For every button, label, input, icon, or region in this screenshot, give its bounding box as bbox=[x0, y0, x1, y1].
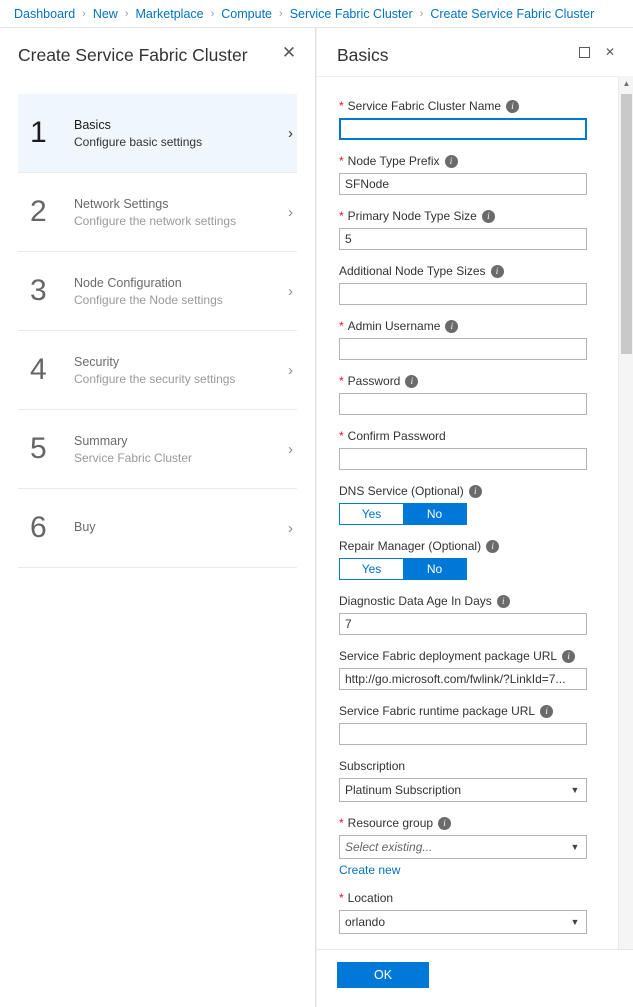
label-repair-manager bbox=[339, 539, 591, 553]
breadcrumb-separator-icon: › bbox=[82, 7, 86, 20]
scroll-up-icon[interactable]: ▲ bbox=[622, 79, 631, 88]
cluster-name-input[interactable] bbox=[339, 118, 587, 140]
sidebar-item-security[interactable] bbox=[18, 331, 297, 410]
subscription-select[interactable]: Platinum Subscription bbox=[339, 778, 587, 802]
label-resource-group bbox=[339, 816, 591, 830]
password-input[interactable] bbox=[339, 393, 587, 415]
breadcrumb-separator-icon: › bbox=[279, 7, 283, 20]
step-title: Buy bbox=[74, 519, 96, 534]
step-number: 3 bbox=[30, 274, 47, 307]
breadcrumb bbox=[0, 0, 633, 28]
step-title: Summary bbox=[74, 433, 128, 448]
basics-title: Basics bbox=[337, 44, 389, 65]
label-text: Primary Node Type Size bbox=[347, 209, 477, 223]
label-text: DNS Service (Optional) bbox=[339, 484, 464, 498]
label-text: Resource group bbox=[347, 816, 434, 830]
field-deployment-package-url bbox=[339, 649, 591, 690]
label-confirm-password bbox=[339, 429, 591, 443]
required-asterisk: * bbox=[339, 374, 344, 388]
required-asterisk: * bbox=[339, 209, 344, 223]
field-confirm-password bbox=[339, 429, 591, 470]
label-text: Additional Node Type Sizes bbox=[339, 264, 486, 278]
deployment-package-url-input[interactable] bbox=[339, 668, 587, 690]
field-repair-manager bbox=[339, 539, 591, 580]
label-text: Confirm Password bbox=[347, 429, 446, 443]
field-additional-node-type-sizes bbox=[339, 264, 591, 305]
info-icon[interactable]: i bbox=[506, 100, 519, 113]
basics-form bbox=[317, 76, 633, 976]
step-title: Security bbox=[74, 354, 120, 369]
repair-manager-toggle[interactable] bbox=[339, 558, 467, 580]
close-icon[interactable]: ✕ bbox=[604, 45, 616, 59]
required-asterisk: * bbox=[339, 154, 344, 168]
subscription-select-wrap bbox=[339, 778, 587, 802]
create-new-resource-group-link[interactable]: Create new bbox=[339, 863, 401, 877]
field-password bbox=[339, 374, 591, 415]
chevron-down-icon: ▼ bbox=[570, 842, 580, 852]
step-text bbox=[68, 276, 275, 307]
step-subtitle: Configure the Node settings bbox=[74, 292, 223, 307]
breadcrumb-separator-icon: › bbox=[210, 7, 215, 20]
node-type-prefix-input[interactable] bbox=[339, 173, 587, 195]
chevron-right-icon: › bbox=[288, 124, 293, 142]
step-title: Network Settings bbox=[74, 196, 169, 211]
step-number: 1 bbox=[30, 116, 47, 149]
label-text: Service Fabric Cluster Name bbox=[347, 99, 502, 113]
step-text bbox=[68, 434, 275, 465]
breadcrumb-item-service-fabric-cluster[interactable]: Service Fabric Cluster bbox=[289, 6, 413, 21]
field-cluster-name bbox=[339, 99, 591, 140]
required-asterisk: * bbox=[339, 99, 344, 113]
info-icon[interactable]: i bbox=[540, 705, 553, 718]
label-node-type-prefix bbox=[339, 154, 591, 168]
field-subscription bbox=[339, 759, 591, 802]
info-icon[interactable]: i bbox=[438, 817, 451, 830]
basics-footer bbox=[317, 949, 633, 1007]
sidebar-item-node-configuration[interactable] bbox=[18, 252, 297, 331]
label-cluster-name bbox=[339, 99, 591, 113]
required-asterisk: * bbox=[339, 429, 344, 443]
label-primary-node-type-size bbox=[339, 209, 591, 223]
primary-node-type-size-input[interactable] bbox=[339, 228, 587, 250]
confirm-password-input[interactable] bbox=[339, 448, 587, 470]
step-text bbox=[68, 197, 275, 228]
breadcrumb-separator-icon: › bbox=[419, 7, 424, 20]
step-subtitle: Service Fabric Cluster bbox=[74, 450, 193, 465]
step-subtitle: Configure basic settings bbox=[74, 134, 203, 149]
chevron-down-icon: ▼ bbox=[570, 917, 580, 927]
label-text: Subscription bbox=[339, 759, 406, 773]
field-primary-node-type-size bbox=[339, 209, 591, 250]
ok-button[interactable]: OK bbox=[337, 962, 429, 988]
label-admin-username bbox=[339, 319, 591, 333]
label-dns-service bbox=[339, 484, 591, 498]
additional-node-type-sizes-input[interactable] bbox=[339, 283, 587, 305]
create-cluster-blade bbox=[0, 28, 316, 1007]
dns-service-toggle[interactable] bbox=[339, 503, 467, 525]
breadcrumb-item-compute[interactable]: Compute bbox=[221, 6, 273, 21]
step-number: 4 bbox=[30, 353, 47, 386]
breadcrumb-separator-icon: › bbox=[124, 7, 129, 20]
admin-username-input[interactable] bbox=[339, 338, 587, 360]
chevron-right-icon: › bbox=[288, 519, 293, 537]
label-text: Admin Username bbox=[347, 319, 441, 333]
sidebar-item-summary[interactable] bbox=[18, 410, 297, 489]
create-cluster-blade-header bbox=[0, 28, 315, 76]
basics-scrollbar[interactable] bbox=[618, 76, 633, 976]
breadcrumb-item-dashboard[interactable]: Dashboard bbox=[14, 6, 76, 21]
maximize-icon[interactable] bbox=[571, 39, 597, 65]
repair-manager-option-no[interactable]: No bbox=[403, 559, 466, 579]
sidebar-item-buy[interactable] bbox=[18, 489, 297, 568]
info-icon[interactable]: i bbox=[445, 155, 458, 168]
chevron-right-icon: › bbox=[288, 282, 293, 300]
breadcrumb-item-marketplace[interactable]: Marketplace bbox=[135, 6, 204, 21]
field-admin-username bbox=[339, 319, 591, 360]
info-icon[interactable]: i bbox=[469, 485, 482, 498]
page-title: Create Service Fabric Cluster bbox=[18, 44, 248, 65]
required-asterisk: * bbox=[339, 891, 344, 905]
dns-service-option-no[interactable]: No bbox=[403, 504, 466, 524]
required-asterisk: * bbox=[339, 319, 344, 333]
field-location bbox=[339, 891, 591, 934]
dns-service-option-yes[interactable]: Yes bbox=[340, 504, 403, 524]
field-runtime-package-url bbox=[339, 704, 591, 745]
diagnostic-data-age-input[interactable] bbox=[339, 613, 587, 635]
breadcrumb-item-new[interactable]: New bbox=[92, 6, 118, 21]
scrollbar-thumb[interactable] bbox=[621, 94, 632, 354]
field-diagnostic-data-age bbox=[339, 594, 591, 635]
breadcrumb-item-create-service-fabric-cluster[interactable]: Create Service Fabric Cluster bbox=[430, 6, 595, 21]
location-select-wrap bbox=[339, 910, 587, 934]
info-icon[interactable]: i bbox=[482, 210, 495, 223]
label-runtime-package-url bbox=[339, 704, 591, 718]
info-icon[interactable]: i bbox=[562, 650, 575, 663]
step-subtitle: Configure the security settings bbox=[74, 371, 236, 386]
step-title: Node Configuration bbox=[74, 275, 182, 290]
label-text: Service Fabric deployment package URL bbox=[339, 649, 558, 663]
field-dns-service bbox=[339, 484, 591, 525]
step-number: 6 bbox=[30, 511, 47, 544]
label-text: Diagnostic Data Age In Days bbox=[339, 594, 492, 608]
runtime-package-url-input[interactable] bbox=[339, 723, 587, 745]
sidebar-item-basics[interactable] bbox=[18, 94, 297, 173]
basics-blade-header bbox=[317, 28, 633, 76]
wizard-steps bbox=[0, 94, 315, 568]
resource-group-select-wrap bbox=[339, 835, 587, 859]
repair-manager-option-yes[interactable]: Yes bbox=[340, 559, 403, 579]
required-asterisk: * bbox=[339, 816, 344, 830]
step-subtitle: Configure the network settings bbox=[74, 213, 237, 228]
label-diagnostic-data-age bbox=[339, 594, 591, 608]
label-text: Password bbox=[347, 374, 401, 388]
chevron-right-icon: › bbox=[288, 361, 293, 379]
label-text: Node Type Prefix bbox=[347, 154, 440, 168]
label-subscription bbox=[339, 759, 591, 773]
chevron-right-icon: › bbox=[288, 203, 293, 221]
resource-group-select[interactable]: Select existing... bbox=[339, 835, 587, 859]
location-select[interactable]: orlando bbox=[339, 910, 587, 934]
label-location bbox=[339, 891, 591, 905]
step-number: 5 bbox=[30, 432, 47, 465]
step-text bbox=[68, 118, 275, 149]
sidebar-item-network-settings[interactable] bbox=[18, 173, 297, 252]
label-additional-node-type-sizes bbox=[339, 264, 591, 278]
step-text bbox=[68, 520, 275, 537]
info-icon[interactable]: i bbox=[405, 375, 418, 388]
info-icon[interactable]: i bbox=[497, 595, 510, 608]
close-icon[interactable]: ✕ bbox=[281, 42, 297, 62]
label-deployment-package-url bbox=[339, 649, 591, 663]
basics-blade bbox=[317, 28, 633, 1007]
chevron-down-icon: ▼ bbox=[570, 785, 580, 795]
label-text: Location bbox=[347, 891, 394, 905]
field-node-type-prefix bbox=[339, 154, 591, 195]
info-icon[interactable]: i bbox=[486, 540, 499, 553]
chevron-right-icon: › bbox=[288, 440, 293, 458]
label-text: Repair Manager (Optional) bbox=[339, 539, 482, 553]
step-number: 2 bbox=[30, 195, 47, 228]
label-password bbox=[339, 374, 591, 388]
info-icon[interactable]: i bbox=[445, 320, 458, 333]
step-title: Basics bbox=[74, 117, 111, 132]
step-text bbox=[68, 355, 275, 386]
info-icon[interactable]: i bbox=[491, 265, 504, 278]
label-text: Service Fabric runtime package URL bbox=[339, 704, 536, 718]
field-resource-group bbox=[339, 816, 591, 877]
